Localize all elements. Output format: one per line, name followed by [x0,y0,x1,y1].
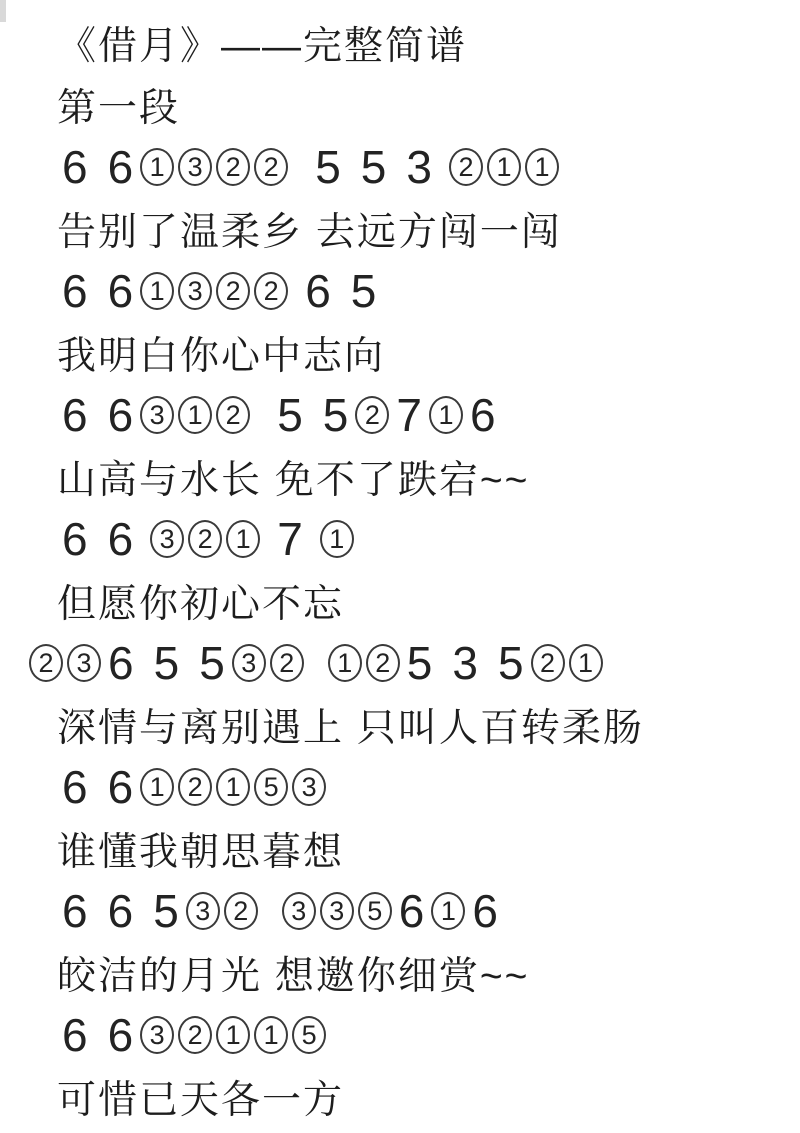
note-digit: 6 [107,141,134,193]
circled-note: 1 [140,148,174,186]
note-digit: 6 [107,761,134,813]
circled-note: 2 [178,768,212,806]
note-digit: 6 [469,389,496,441]
circled-note: 5 [292,1016,326,1054]
circled-note: 2 [216,396,250,434]
circled-note: 2 [355,396,389,434]
note-digit: 6 [62,885,88,937]
note-digit: 5 [360,141,387,193]
circled-note: 1 [226,520,260,558]
circled-note: 2 [531,644,565,682]
circled-note: 1 [140,272,174,310]
circled-note: 1 [429,396,463,434]
scan-edge-artifact [0,0,6,22]
note-digit: 3 [406,141,432,193]
circled-note: 3 [140,396,174,434]
circled-note: 1 [569,644,603,682]
note-digit: 6 [107,513,134,565]
lyric-line: 可惜已天各一方 [57,1079,345,1122]
note-digit: 5 [153,637,180,689]
lyric-line: 谁懂我朝思暮想 [57,831,345,874]
circled-note: 3 [150,520,184,558]
circled-note: 1 [320,520,354,558]
note-digit: 3 [452,637,478,689]
circled-note: 5 [358,892,392,930]
notes-line [0,508,800,570]
circled-note: 1 [216,1016,250,1054]
lyric-line: 山高与水长 免不了跌宕~~ [57,459,530,502]
page-title: 《借月》——完整简谱 [57,25,468,68]
note-digit: 5 [497,637,524,689]
notes-line [0,136,800,198]
notes-line [0,260,800,322]
circled-note: 3 [320,892,354,930]
circled-note: 2 [216,272,250,310]
circled-note: 2 [188,520,222,558]
note-digit: 5 [315,141,341,193]
note-digit: 7 [277,513,303,565]
note-digit: 6 [62,141,88,193]
circled-note: 2 [449,148,483,186]
circled-note: 1 [431,892,465,930]
circled-note: 1 [178,396,212,434]
note-digit: 6 [62,389,88,441]
circled-note: 1 [216,768,250,806]
circled-note: 2 [224,892,258,930]
circled-note: 1 [525,148,559,186]
note-digit: 5 [406,637,433,689]
notes-line [0,1004,800,1066]
lyric-line: 但愿你初心不忘 [57,583,345,626]
note-digit: 6 [62,761,88,813]
circled-note: 1 [328,644,362,682]
note-digit: 6 [472,885,498,937]
circled-note: 1 [254,1016,288,1054]
circled-note: 3 [178,272,212,310]
circled-note: 2 [254,148,288,186]
note-digit: 6 [62,265,88,317]
lyric-line: 皎洁的月光 想邀你细赏~~ [57,955,530,998]
score-lines [0,136,800,1128]
note-digit: 5 [350,265,377,317]
notes-line [0,756,800,818]
circled-note: 3 [292,768,326,806]
circled-note: 3 [186,892,220,930]
note-digit: 6 [305,265,331,317]
circled-note: 2 [178,1016,212,1054]
circled-note: 2 [366,644,400,682]
note-digit: 6 [107,1009,134,1061]
circled-note: 3 [282,892,316,930]
circled-note: 2 [216,148,250,186]
circled-note: 5 [254,768,288,806]
circled-note: 2 [270,644,304,682]
note-digit: 7 [396,389,422,441]
note-digit: 6 [107,265,134,317]
note-digit: 6 [398,885,425,937]
note-digit: 5 [199,637,225,689]
section-label: 第一段 [57,87,181,130]
circled-note: 2 [29,644,63,682]
lyric-line: 深情与离别遇上 只叫人百转柔肠 [57,707,644,750]
note-digit: 6 [62,1009,88,1061]
circled-note: 1 [140,768,174,806]
circled-note: 3 [67,644,101,682]
notes-line [0,384,800,446]
notes-line [0,880,800,942]
circled-note: 3 [178,148,212,186]
note-digit: 5 [322,389,349,441]
note-digit: 6 [107,389,134,441]
circled-note: 1 [487,148,521,186]
circled-note: 3 [140,1016,174,1054]
circled-note: 2 [254,272,288,310]
lyric-line: 告别了温柔乡 去远方闯一闯 [57,211,562,254]
note-digit: 6 [108,637,134,689]
lyric-line: 我明白你心中志向 [57,335,386,378]
note-digit: 6 [107,885,134,937]
note-digit: 5 [153,885,179,937]
note-digit: 5 [277,389,303,441]
notes-line [0,632,800,694]
circled-note: 3 [232,644,266,682]
note-digit: 6 [62,513,88,565]
